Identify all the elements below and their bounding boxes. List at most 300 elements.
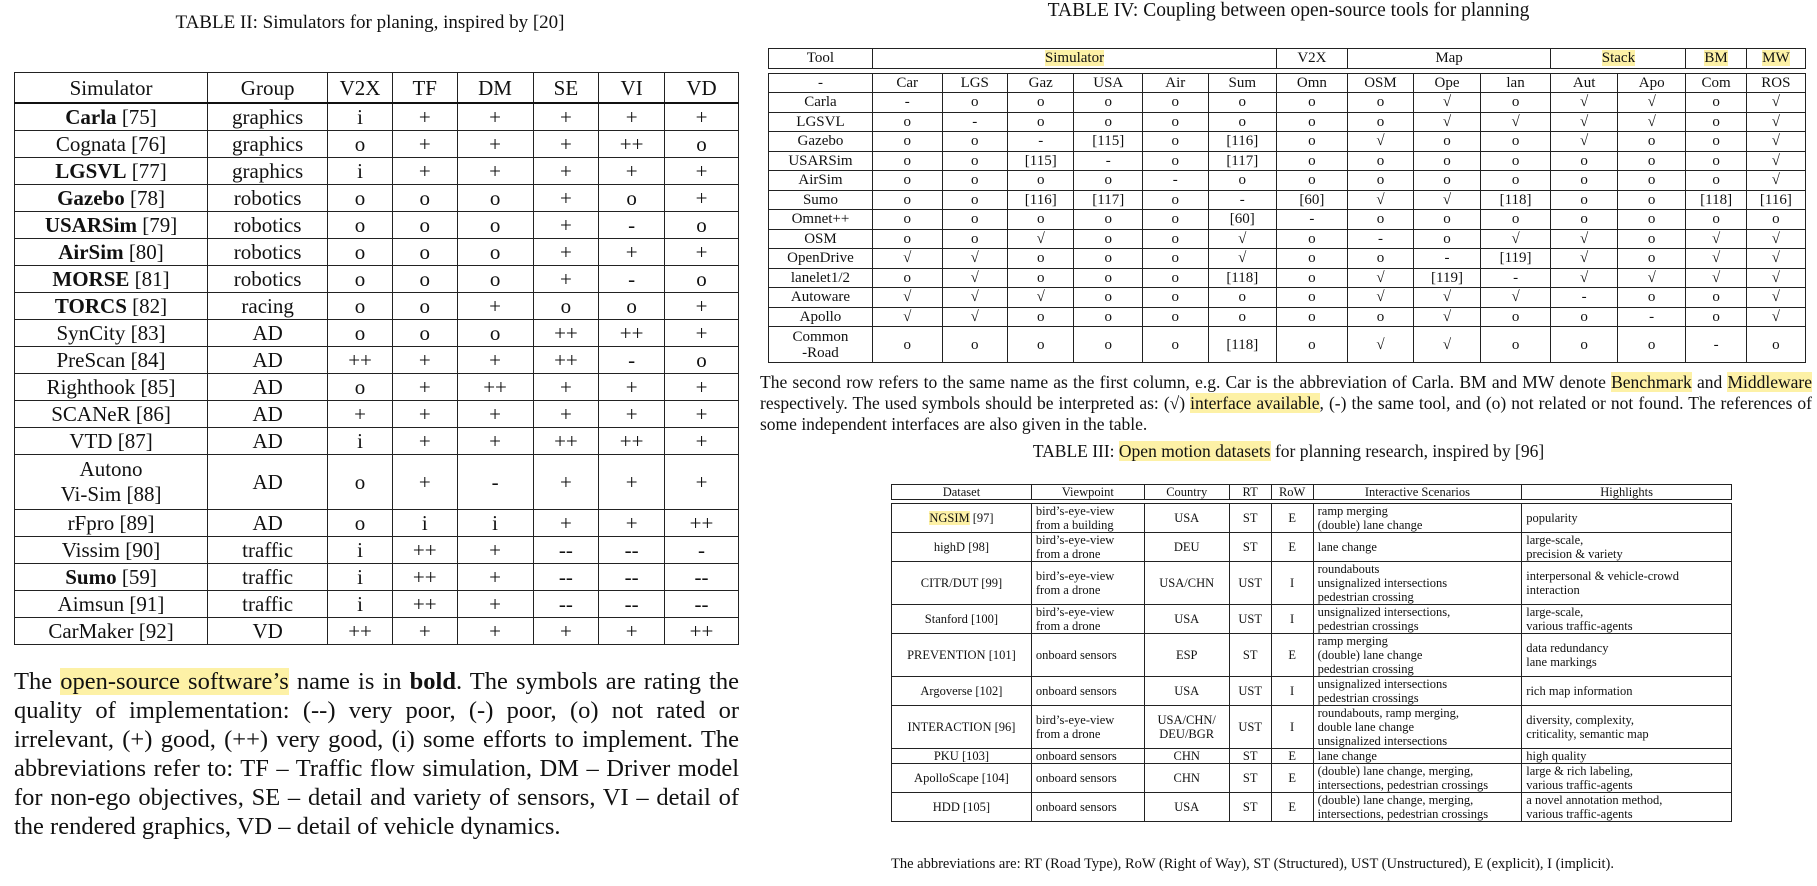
- table-cell: o: [328, 212, 393, 239]
- table-cell: o: [1686, 288, 1746, 308]
- table-row: [15, 537, 739, 564]
- table-cell: +: [533, 185, 599, 212]
- table-cell: onboard sensors: [1031, 634, 1144, 677]
- table-cell: --: [599, 564, 665, 591]
- table-row: [15, 131, 739, 158]
- table-cell: CHN: [1144, 749, 1229, 764]
- dataset-name: ApolloScape [104]: [892, 764, 1032, 793]
- dataset-name: NGSIM [97]: [892, 504, 1032, 533]
- table-cell: o: [1480, 132, 1551, 152]
- table-cell: onboard sensors: [1031, 764, 1144, 793]
- table-cell: ++: [665, 618, 739, 645]
- table-cell: o: [1074, 268, 1143, 288]
- table-cell: o: [1746, 327, 1805, 363]
- table-cell: lane change: [1313, 749, 1522, 764]
- table-cell: o: [457, 320, 533, 347]
- table-cell: +: [599, 103, 665, 131]
- tool-name: Autoware: [769, 288, 873, 308]
- dataset-name: Argoverse [102]: [892, 677, 1032, 706]
- table-cell: o: [457, 185, 533, 212]
- table-cell: i: [328, 564, 393, 591]
- table-cell: o: [872, 268, 942, 288]
- table-cell: --: [533, 591, 599, 618]
- table-cell: [119]: [1480, 249, 1551, 269]
- table-cell: +: [665, 158, 739, 185]
- table-cell: [118]: [1686, 190, 1746, 210]
- table-cell: o: [665, 131, 739, 158]
- table-cell: o: [872, 210, 942, 230]
- table-cell: +: [457, 401, 533, 428]
- table-cell: ++: [533, 347, 599, 374]
- table-cell: +: [392, 103, 457, 131]
- table-cell: o: [1277, 229, 1348, 249]
- table-cell: DEU: [1144, 533, 1229, 562]
- tool-name: AirSim: [769, 171, 873, 191]
- table-cell: o: [1686, 132, 1746, 152]
- table-cell: √: [1746, 268, 1805, 288]
- tool-name: Apollo: [769, 307, 873, 327]
- column-header: VI: [599, 73, 665, 104]
- table-cell: interpersonal & vehicle-crowd interaction: [1522, 562, 1732, 605]
- table-cell: -: [1074, 151, 1143, 171]
- simulator-name: AirSim [80]: [15, 239, 208, 266]
- table-row: [769, 171, 1806, 191]
- column-header: Omn: [1277, 73, 1348, 93]
- simulator-name: CarMaker [92]: [15, 618, 208, 645]
- table-cell: roundabouts unsignalized intersections pedestrian crossing: [1313, 562, 1522, 605]
- table-cell: o: [1480, 151, 1551, 171]
- table-cell: √: [1480, 288, 1551, 308]
- table-cell: o: [942, 229, 1007, 249]
- table-cell: -: [1480, 268, 1551, 288]
- tool-name: OSM: [769, 229, 873, 249]
- table-row: [892, 634, 1732, 677]
- table-cell: √: [942, 307, 1007, 327]
- table-cell: AD: [208, 347, 328, 374]
- datasets-table: [891, 484, 1732, 822]
- table-cell: -: [1007, 132, 1074, 152]
- table-cell: o: [1686, 171, 1746, 191]
- table-cell: √: [1007, 229, 1074, 249]
- table-cell: o: [1617, 171, 1686, 191]
- simulator-name: Vissim [90]: [15, 537, 208, 564]
- table-cell: i: [392, 510, 457, 537]
- table-cell: diversity, complexity, criticality, semantic map: [1522, 706, 1732, 749]
- table-cell: o: [1480, 307, 1551, 327]
- table-cell: o: [1074, 93, 1143, 113]
- table-row: [769, 132, 1806, 152]
- table-cell: o: [1143, 229, 1208, 249]
- table-cell: UST: [1229, 562, 1271, 605]
- table-cell: o: [1480, 210, 1551, 230]
- table-cell: √: [1617, 93, 1686, 113]
- table-cell: o: [392, 185, 457, 212]
- table-cell: o: [1414, 171, 1481, 191]
- table-cell: o: [1686, 307, 1746, 327]
- table-cell: o: [328, 131, 393, 158]
- group-header: Stack: [1551, 49, 1686, 69]
- table-row: [769, 190, 1806, 210]
- column-header: VD: [665, 73, 739, 104]
- table-cell: o: [942, 327, 1007, 363]
- table-cell: +: [533, 455, 599, 510]
- table-cell: AD: [208, 428, 328, 455]
- table-cell: o: [1617, 327, 1686, 363]
- table-cell: ++: [665, 510, 739, 537]
- table-cell: +: [533, 239, 599, 266]
- table-cell: o: [1007, 249, 1074, 269]
- header-row: [15, 73, 739, 104]
- table-cell: o: [457, 266, 533, 293]
- simulator-name: Cognata [76]: [15, 131, 208, 158]
- table-cell: onboard sensors: [1031, 677, 1144, 706]
- table-cell: o: [1617, 190, 1686, 210]
- table-cell: ESP: [1144, 634, 1229, 677]
- table-cell: popularity: [1522, 504, 1732, 533]
- table-cell: √: [1746, 151, 1805, 171]
- table-cell: o: [328, 293, 393, 320]
- table-row: [769, 268, 1806, 288]
- table-cell: √: [1746, 132, 1805, 152]
- dataset-name: Stanford [100]: [892, 605, 1032, 634]
- dataset-name: PREVENTION [101]: [892, 634, 1032, 677]
- table-cell: o: [392, 266, 457, 293]
- table-cell: i: [328, 591, 393, 618]
- table-cell: ++: [599, 428, 665, 455]
- table-cell: o: [872, 112, 942, 132]
- table-cell: o: [1143, 112, 1208, 132]
- table-cell: √: [872, 288, 942, 308]
- dataset-name: highD [98]: [892, 533, 1032, 562]
- table-cell: o: [1074, 288, 1143, 308]
- table-cell: E: [1271, 533, 1313, 562]
- group-header: Map: [1347, 49, 1551, 69]
- table-cell: o: [1551, 171, 1618, 191]
- table-cell: +: [599, 239, 665, 266]
- table-cell: a novel annotation method, various traffic-agents: [1522, 793, 1732, 822]
- dataset-name: PKU [103]: [892, 749, 1032, 764]
- table-row: [15, 564, 739, 591]
- table-row: [892, 562, 1732, 605]
- table-cell: +: [665, 455, 739, 510]
- table-cell: o: [1480, 171, 1551, 191]
- table-cell: o: [872, 171, 942, 191]
- table-cell: roundabouts, ramp merging, double lane change unsignalized intersections: [1313, 706, 1522, 749]
- table-cell: ++: [533, 320, 599, 347]
- simulator-name: Autono Vi-Sim [88]: [15, 455, 208, 510]
- table-cell: √: [1746, 307, 1805, 327]
- table-cell: +: [457, 537, 533, 564]
- table-row: [15, 455, 739, 510]
- table-cell: --: [533, 537, 599, 564]
- dataset-name: INTERACTION [96]: [892, 706, 1032, 749]
- table-cell: [117]: [1074, 190, 1143, 210]
- table-cell: +: [392, 347, 457, 374]
- table-row: [769, 93, 1806, 113]
- table-cell: √: [1686, 229, 1746, 249]
- column-header: LGS: [942, 73, 1007, 93]
- table-cell: (double) lane change, merging, intersections, pedestrian crossings: [1313, 793, 1522, 822]
- tool-name: Omnet++: [769, 210, 873, 230]
- table-cell: AD: [208, 455, 328, 510]
- simulator-name: MORSE [81]: [15, 266, 208, 293]
- table-cell: E: [1271, 764, 1313, 793]
- table-cell: robotics: [208, 266, 328, 293]
- table-cell: ++: [392, 591, 457, 618]
- table-cell: +: [457, 591, 533, 618]
- table-cell: bird’s-eye-view from a drone: [1031, 605, 1144, 634]
- table-cell: +: [533, 266, 599, 293]
- table-cell: -: [1617, 307, 1686, 327]
- tool-name: lanelet1/2: [769, 268, 873, 288]
- table-cell: ST: [1229, 533, 1271, 562]
- table-cell: o: [1074, 171, 1143, 191]
- table-cell: USA: [1144, 605, 1229, 634]
- table-cell: o: [328, 239, 393, 266]
- tool-name: Common -Road: [769, 327, 873, 363]
- table-cell: √: [872, 307, 942, 327]
- table-cell: +: [457, 103, 533, 131]
- table-cell: +: [665, 103, 739, 131]
- table-row: [769, 151, 1806, 171]
- table-cell: +: [457, 131, 533, 158]
- table-cell: o: [1143, 307, 1208, 327]
- simulator-name: Gazebo [78]: [15, 185, 208, 212]
- table-cell: [116]: [1208, 132, 1277, 152]
- column-header: RT: [1229, 485, 1271, 500]
- table-cell: [60]: [1208, 210, 1277, 230]
- table-cell: √: [1551, 249, 1618, 269]
- table-row: [892, 749, 1732, 764]
- table-cell: o: [457, 212, 533, 239]
- table-cell: o: [1551, 190, 1618, 210]
- table-cell: --: [533, 564, 599, 591]
- table-cell: ++: [599, 131, 665, 158]
- table-cell: √: [1480, 229, 1551, 249]
- table-cell: +: [457, 293, 533, 320]
- table-cell: √: [1551, 132, 1618, 152]
- group-header-row: [769, 49, 1806, 69]
- table-cell: --: [599, 537, 665, 564]
- table-cell: o: [1007, 327, 1074, 363]
- table-cell: √: [1480, 112, 1551, 132]
- table-cell: √: [1414, 190, 1481, 210]
- table-cell: +: [328, 401, 393, 428]
- table-row: [15, 374, 739, 401]
- table-cell: o: [1347, 151, 1414, 171]
- table-row: [892, 504, 1732, 533]
- table-cell: o: [665, 212, 739, 239]
- table-cell: UST: [1229, 605, 1271, 634]
- table-cell: o: [1208, 288, 1277, 308]
- table-cell: USA/CHN: [1144, 562, 1229, 605]
- table-cell: [118]: [1208, 327, 1277, 363]
- table-row: [15, 401, 739, 428]
- table-cell: +: [533, 510, 599, 537]
- table-cell: o: [1143, 190, 1208, 210]
- table4-caption: TABLE IV: Coupling between open-source tools for planning: [1047, 0, 1530, 21]
- table-cell: -: [1143, 171, 1208, 191]
- table-cell: ST: [1229, 764, 1271, 793]
- table-cell: [116]: [1746, 190, 1805, 210]
- table-cell: o: [1347, 171, 1414, 191]
- table-row: [15, 212, 739, 239]
- table-cell: +: [457, 564, 533, 591]
- table-cell: o: [1617, 288, 1686, 308]
- table-cell: -: [1686, 327, 1746, 363]
- table4-note: The second row refers to the same name as the first column, e.g. Car is the abbreviation of Carla. BM and MW denote Benchmark and Middleware respectively. The used symbols should be interpreted as: (√) interface available, (-) the same tool, and (o) not related or not found. The references of some independent interfaces are also given in the table.: [760, 372, 1812, 434]
- table-cell: o: [872, 327, 942, 363]
- table-cell: √: [1746, 171, 1805, 191]
- table-cell: AD: [208, 510, 328, 537]
- table-cell: ST: [1229, 749, 1271, 764]
- table-cell: --: [599, 591, 665, 618]
- table-cell: o: [1551, 151, 1618, 171]
- tool-name: Carla: [769, 93, 873, 113]
- table-cell: o: [599, 293, 665, 320]
- table-cell: +: [533, 401, 599, 428]
- tool-name: Sumo: [769, 190, 873, 210]
- table-cell: o: [665, 266, 739, 293]
- table-row: [769, 249, 1806, 269]
- table-cell: o: [328, 266, 393, 293]
- table-cell: o: [1347, 93, 1414, 113]
- table-cell: UST: [1229, 706, 1271, 749]
- table-cell: ramp merging (double) lane change pedestrian crossing: [1313, 634, 1522, 677]
- table-cell: large-scale, various traffic-agents: [1522, 605, 1732, 634]
- table-cell: AD: [208, 401, 328, 428]
- simulator-name: LGSVL [77]: [15, 158, 208, 185]
- table-cell: racing: [208, 293, 328, 320]
- table-cell: o: [1617, 229, 1686, 249]
- table-cell: +: [665, 293, 739, 320]
- table-row: [15, 266, 739, 293]
- table-cell: AD: [208, 374, 328, 401]
- column-header: -: [769, 73, 873, 93]
- simulator-name: VTD [87]: [15, 428, 208, 455]
- simulator-name: SynCity [83]: [15, 320, 208, 347]
- table-cell: o: [1480, 327, 1551, 363]
- table-cell: USA: [1144, 504, 1229, 533]
- table-row: [769, 307, 1806, 327]
- table-cell: o: [1617, 132, 1686, 152]
- table-cell: traffic: [208, 537, 328, 564]
- table-cell: o: [1686, 151, 1746, 171]
- table-cell: +: [457, 618, 533, 645]
- column-header: USA: [1074, 73, 1143, 93]
- column-header: Aut: [1551, 73, 1618, 93]
- column-header: Com: [1686, 73, 1746, 93]
- table-cell: o: [1414, 229, 1481, 249]
- table-cell: +: [599, 618, 665, 645]
- table-cell: bird’s-eye-view from a drone: [1031, 562, 1144, 605]
- table-cell: o: [1074, 229, 1143, 249]
- table-cell: [117]: [1208, 151, 1277, 171]
- table-cell: USA: [1144, 793, 1229, 822]
- table-cell: +: [665, 239, 739, 266]
- column-header: Air: [1143, 73, 1208, 93]
- table-cell: o: [1277, 112, 1348, 132]
- table-cell: +: [533, 131, 599, 158]
- table-cell: ramp merging (double) lane change: [1313, 504, 1522, 533]
- table-row: [769, 288, 1806, 308]
- table-cell: o: [942, 190, 1007, 210]
- table-cell: o: [1007, 93, 1074, 113]
- table-cell: o: [1277, 249, 1348, 269]
- column-header: Highlights: [1522, 485, 1732, 500]
- table-cell: o: [1074, 249, 1143, 269]
- column-header: Simulator: [15, 73, 208, 104]
- table-cell: [116]: [1007, 190, 1074, 210]
- table-cell: o: [942, 210, 1007, 230]
- table-row: [769, 210, 1806, 230]
- table-cell: o: [533, 293, 599, 320]
- table-cell: o: [1208, 93, 1277, 113]
- table-cell: -: [599, 347, 665, 374]
- tool-name: OpenDrive: [769, 249, 873, 269]
- table-cell: --: [665, 591, 739, 618]
- table-cell: o: [392, 212, 457, 239]
- table-cell: -: [1208, 190, 1277, 210]
- simulator-name: Righthook [85]: [15, 374, 208, 401]
- table-cell: √: [1414, 112, 1481, 132]
- table-cell: bird’s-eye-view from a drone: [1031, 706, 1144, 749]
- table-row: [15, 158, 739, 185]
- table-cell: o: [1277, 288, 1348, 308]
- table-cell: +: [665, 320, 739, 347]
- table-cell: [60]: [1277, 190, 1348, 210]
- table-cell: o: [1347, 112, 1414, 132]
- column-header: TF: [392, 73, 457, 104]
- table-cell: ++: [457, 374, 533, 401]
- table-row: [15, 428, 739, 455]
- table-cell: o: [1551, 327, 1618, 363]
- table-cell: o: [1347, 249, 1414, 269]
- table-cell: √: [942, 288, 1007, 308]
- table-cell: o: [1414, 210, 1481, 230]
- table-cell: bird’s-eye-view from a drone: [1031, 533, 1144, 562]
- table-cell: o: [1208, 307, 1277, 327]
- table-cell: I: [1271, 562, 1313, 605]
- table-row: [15, 185, 739, 212]
- header-row: [892, 485, 1732, 500]
- table-cell: o: [1007, 171, 1074, 191]
- table-cell: o: [328, 185, 393, 212]
- table-cell: i: [328, 158, 393, 185]
- table-cell: i: [457, 510, 533, 537]
- table-cell: √: [1208, 249, 1277, 269]
- column-header: RoW: [1271, 485, 1313, 500]
- table-cell: o: [1277, 151, 1348, 171]
- table-cell: +: [599, 401, 665, 428]
- table-cell: √: [1347, 132, 1414, 152]
- table-cell: +: [392, 131, 457, 158]
- table-cell: o: [872, 190, 942, 210]
- table-cell: o: [1143, 132, 1208, 152]
- table-cell: o: [392, 293, 457, 320]
- table-cell: graphics: [208, 103, 328, 131]
- table-cell: +: [599, 374, 665, 401]
- table-cell: √: [1551, 268, 1618, 288]
- table-cell: +: [392, 618, 457, 645]
- table-cell: [118]: [1208, 268, 1277, 288]
- table-cell: +: [665, 185, 739, 212]
- table-cell: o: [392, 320, 457, 347]
- table-cell: o: [1277, 307, 1348, 327]
- table-cell: o: [1414, 132, 1481, 152]
- column-header: Sum: [1208, 73, 1277, 93]
- table-cell: AD: [208, 320, 328, 347]
